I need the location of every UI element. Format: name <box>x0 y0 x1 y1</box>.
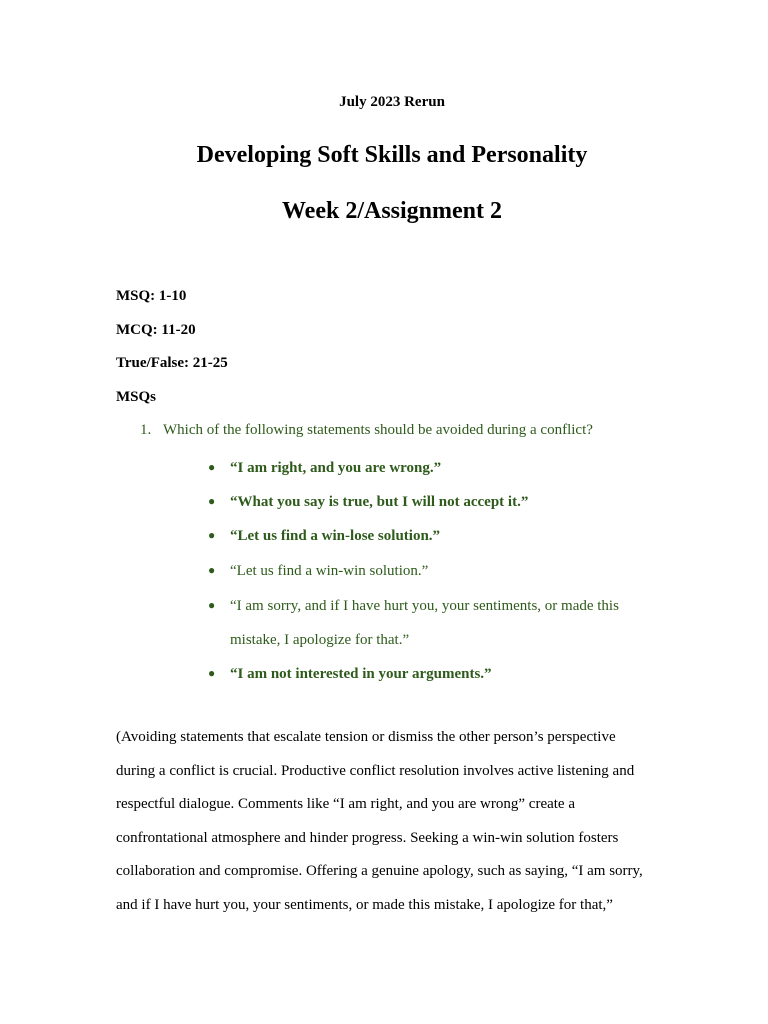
bullet-icon: ● <box>208 528 216 542</box>
bullet-icon: ● <box>208 494 216 508</box>
explanation-line: during a conflict is crucial. Productive conflict resolution involves active listening and <box>116 762 635 779</box>
assignment-title: Week 2/Assignment 2 <box>281 198 502 224</box>
option-5 <box>208 588 619 657</box>
explanation-line: and if I have hurt you, your sentiments, or made this mistake, I apologize for that,” <box>116 896 613 913</box>
option-text: “I am right, and you are wrong.” <box>230 460 442 476</box>
explanation-line: confrontational atmosphere and hinder progress. Seeking a win-win solution fosters <box>116 829 619 846</box>
option-4 <box>208 553 428 588</box>
explanation-line: collaboration and compromise. Offering a genuine apology, such as saying, “I am sorry, <box>116 863 643 879</box>
msq-range: MSQ: 1-10 <box>116 288 187 304</box>
option-1 <box>208 450 441 485</box>
question-1 <box>140 422 593 439</box>
true-false-range: True/False: 21-25 <box>116 355 228 371</box>
option-3 <box>208 518 440 553</box>
explanation-line: (Avoiding statements that escalate tension or dismiss the other person’s perspective <box>116 729 616 745</box>
answer-explanation <box>116 721 676 922</box>
mcq-range: MCQ: 11-20 <box>116 322 196 338</box>
question-text: Which of the following statements should be avoided during a conflict? <box>163 422 593 438</box>
option-text: “Let us find a win-lose solution.” <box>230 528 441 544</box>
option-text: “I am sorry, and if I have hurt you, your sentiments, or made this <box>230 598 619 614</box>
course-title: Developing Soft Skills and Personality <box>196 142 588 168</box>
option-text: “I am not interested in your arguments.” <box>230 666 492 682</box>
rerun-label: July 2023 Rerun <box>339 94 445 110</box>
explanation-line: respectful dialogue. Comments like “I am right, and you are wrong” create a <box>116 796 575 812</box>
option-text: “Let us find a win-win solution.” <box>230 563 429 579</box>
option-6 <box>208 656 492 691</box>
msqs-heading: MSQs <box>116 389 157 405</box>
question-number: 1. <box>140 422 152 438</box>
bullet-icon: ● <box>208 563 216 577</box>
bullet-icon: ● <box>208 598 216 612</box>
option-text: “What you say is true, but I will not accept it.” <box>230 494 529 510</box>
bullet-icon: ● <box>208 460 216 474</box>
option-2 <box>208 484 528 519</box>
bullet-icon: ● <box>208 666 216 680</box>
option-text-continued: mistake, I apologize for that.” <box>230 632 410 648</box>
